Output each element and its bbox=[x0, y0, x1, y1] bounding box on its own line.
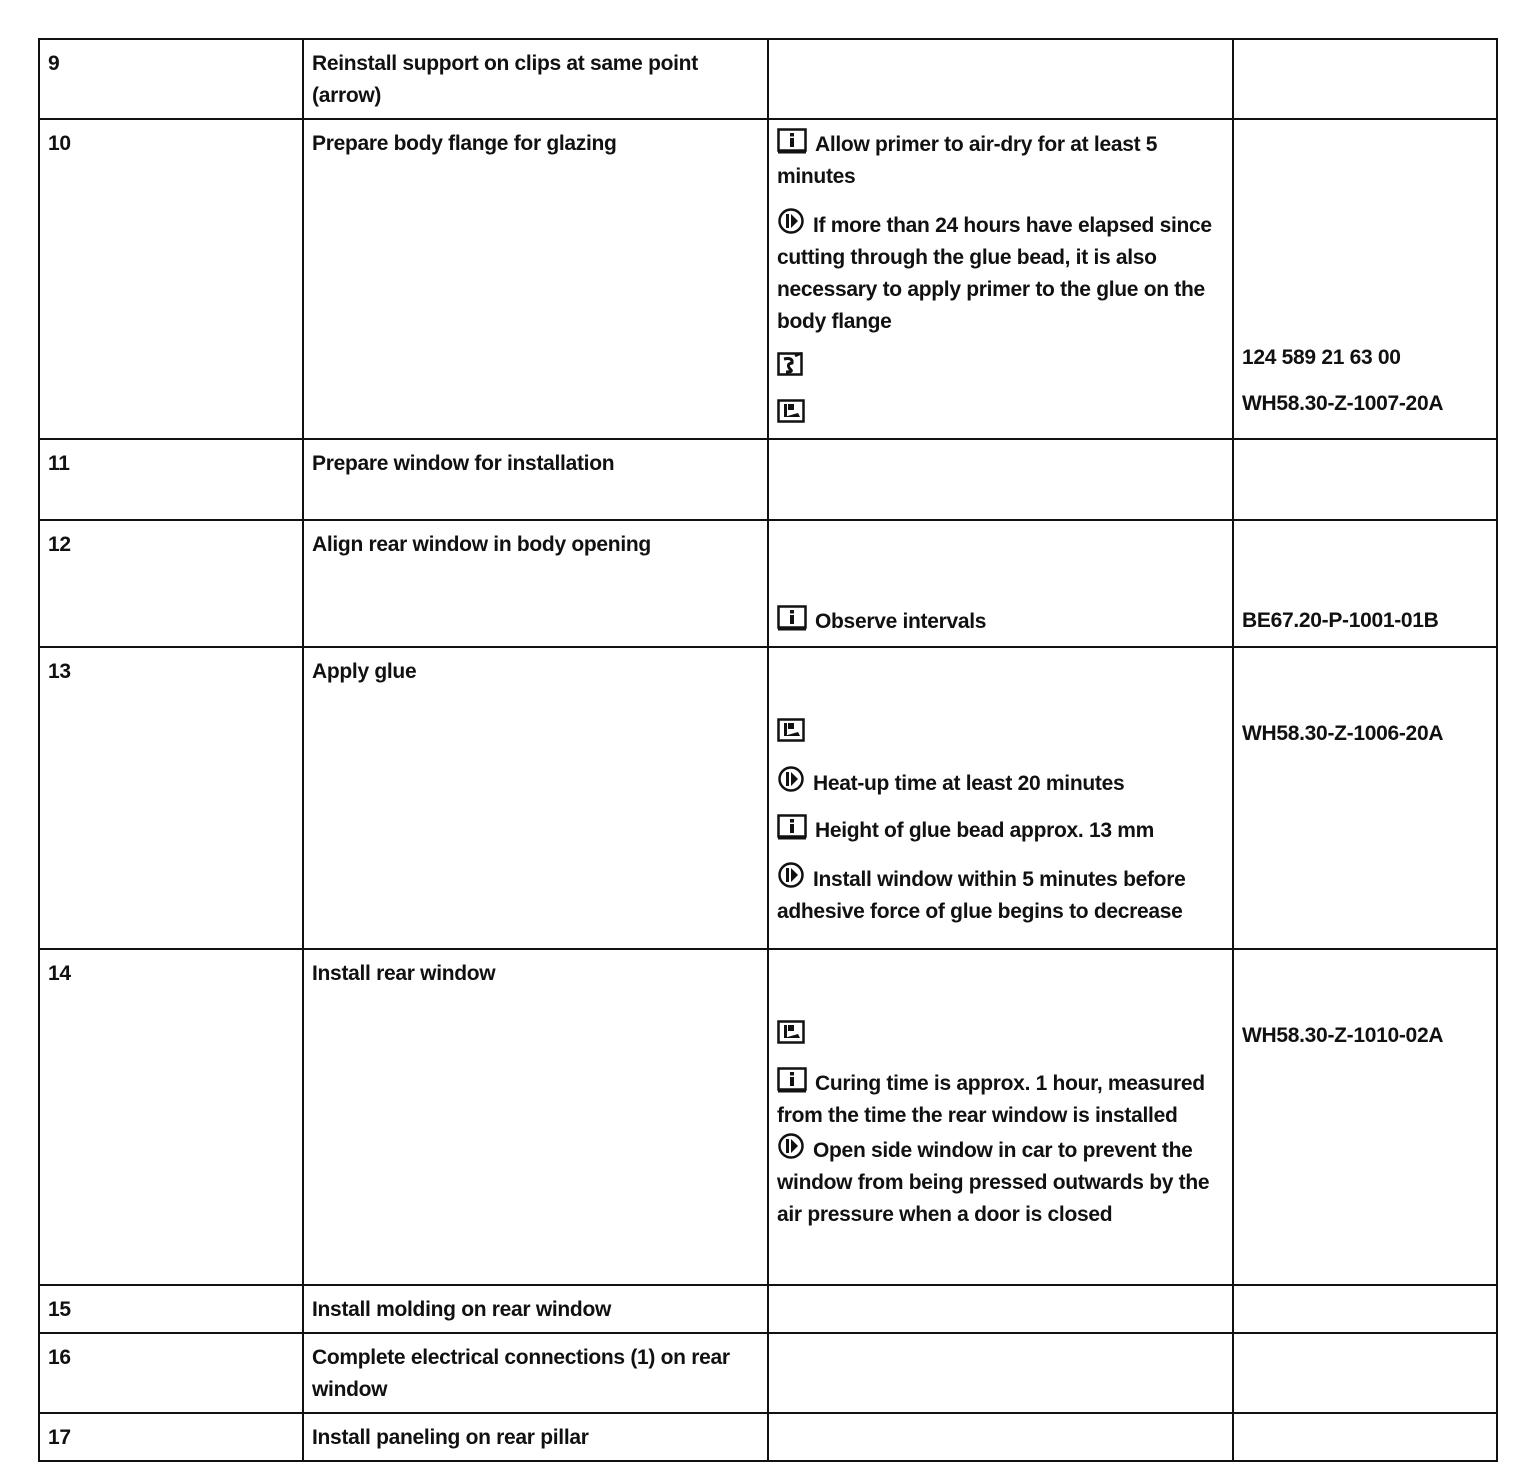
reference-document: BE67.20-P-1001-01B bbox=[1242, 609, 1439, 632]
table-row bbox=[39, 439, 1497, 520]
note: Allow primer to air-dry for at least 5 minutes bbox=[777, 128, 1225, 193]
step-action: Install rear window bbox=[303, 949, 768, 1285]
caution-icon bbox=[777, 207, 805, 235]
reference-document: WH58.30-Z-1007-20A bbox=[1242, 392, 1444, 415]
reference-number: 124 589 21 63 00 bbox=[1242, 346, 1401, 369]
step-notes bbox=[768, 439, 1233, 520]
step-action: Apply glue bbox=[303, 647, 768, 949]
workshop-equipment-icon bbox=[777, 399, 805, 425]
step-reference bbox=[1233, 520, 1497, 647]
step-action: Prepare window for installation bbox=[303, 439, 768, 520]
procedure-table bbox=[38, 38, 1498, 1462]
note: Height of glue bead approx. 13 mm bbox=[777, 814, 1225, 847]
step-number: 16 bbox=[39, 1333, 303, 1413]
step-reference bbox=[1233, 647, 1497, 949]
step-number: 15 bbox=[39, 1285, 303, 1333]
step-number: 12 bbox=[39, 520, 303, 647]
note bbox=[777, 352, 1225, 385]
step-number: 9 bbox=[39, 39, 303, 119]
table-row bbox=[39, 1413, 1497, 1461]
step-notes bbox=[768, 647, 1233, 949]
step-notes bbox=[768, 1285, 1233, 1333]
note: Heat-up time at least 20 minutes bbox=[777, 765, 1225, 800]
caution-icon bbox=[777, 861, 805, 889]
step-action: Install paneling on rear pillar bbox=[303, 1413, 768, 1461]
table-row bbox=[39, 39, 1497, 119]
note: If more than 24 hours have elapsed since cutting through the glue bead, it is also necessary to apply primer to the glue on the body flange bbox=[777, 207, 1225, 338]
note bbox=[777, 399, 1225, 432]
note bbox=[777, 1020, 1225, 1053]
step-notes bbox=[768, 520, 1233, 647]
workshop-equipment-icon bbox=[777, 718, 805, 744]
table-row bbox=[39, 949, 1497, 1285]
note: Curing time is approx. 1 hour, measured from the time the rear window is installed bbox=[777, 1067, 1225, 1132]
step-reference bbox=[1233, 1333, 1497, 1413]
table-row bbox=[39, 1285, 1497, 1333]
step-number: 14 bbox=[39, 949, 303, 1285]
table-row bbox=[39, 647, 1497, 949]
step-action: Prepare body flange for glazing bbox=[303, 119, 768, 439]
step-notes bbox=[768, 119, 1233, 439]
step-reference bbox=[1233, 39, 1497, 119]
step-notes bbox=[768, 1333, 1233, 1413]
step-number: 17 bbox=[39, 1413, 303, 1461]
step-notes bbox=[768, 39, 1233, 119]
special-tool-icon bbox=[777, 352, 805, 378]
step-action: Align rear window in body opening bbox=[303, 520, 768, 647]
table-row bbox=[39, 520, 1497, 647]
step-action: Reinstall support on clips at same point (arrow) bbox=[303, 39, 768, 119]
info-icon bbox=[777, 1067, 807, 1093]
table-row bbox=[39, 1333, 1497, 1413]
step-reference bbox=[1233, 439, 1497, 520]
reference-document: WH58.30-Z-1010-02A bbox=[1242, 1024, 1444, 1047]
step-number: 10 bbox=[39, 119, 303, 439]
step-action: Install molding on rear window bbox=[303, 1285, 768, 1333]
step-action: Complete electrical connections (1) on rear window bbox=[303, 1333, 768, 1413]
step-reference bbox=[1233, 1413, 1497, 1461]
note bbox=[777, 718, 1225, 751]
step-reference bbox=[1233, 1285, 1497, 1333]
workshop-equipment-icon bbox=[777, 1020, 805, 1046]
step-number: 13 bbox=[39, 647, 303, 949]
note: Open side window in car to prevent the window from being pressed outwards by the air pressure when a door is closed bbox=[777, 1132, 1225, 1231]
step-notes bbox=[768, 949, 1233, 1285]
step-notes bbox=[768, 1413, 1233, 1461]
info-icon bbox=[777, 605, 807, 631]
table-row bbox=[39, 119, 1497, 439]
info-icon bbox=[777, 814, 807, 840]
note: Install window within 5 minutes before adhesive force of glue begins to decrease bbox=[777, 861, 1225, 928]
reference-document: WH58.30-Z-1006-20A bbox=[1242, 722, 1444, 745]
info-icon bbox=[777, 128, 807, 154]
note: Observe intervals bbox=[777, 605, 1225, 638]
step-reference bbox=[1233, 119, 1497, 439]
step-number: 11 bbox=[39, 439, 303, 520]
caution-icon bbox=[777, 1132, 805, 1160]
step-reference bbox=[1233, 949, 1497, 1285]
caution-icon bbox=[777, 765, 805, 793]
